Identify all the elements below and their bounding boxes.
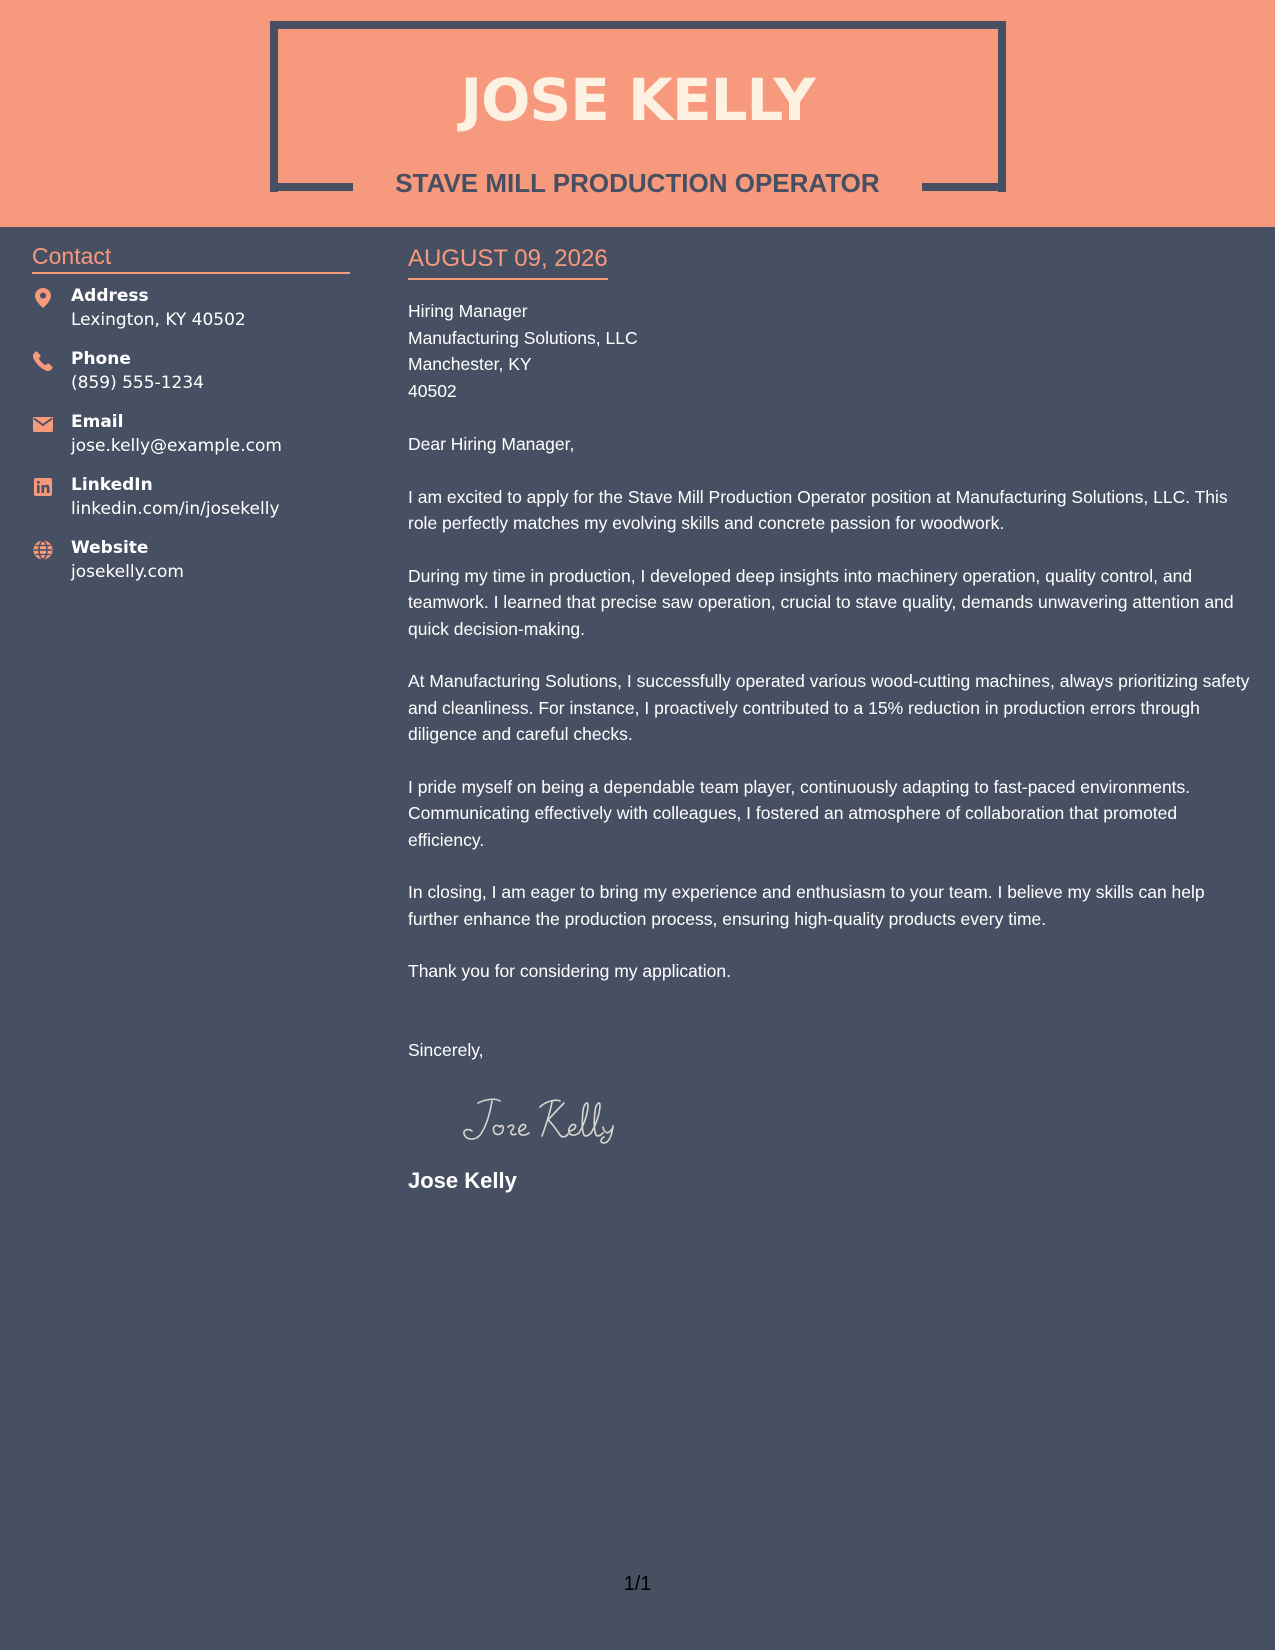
contact-value: (859) 555-1234 xyxy=(71,373,204,393)
recipient-line: Manufacturing Solutions, LLC xyxy=(408,327,638,348)
body-paragraph: I pride myself on being a dependable team player, continuously adapting to fast-paced environments. Communicating effectively with colleagues, I fostered an atmosphere of collaboration that promoted efficiency. xyxy=(408,776,1191,850)
header-banner xyxy=(0,0,1275,227)
recipient-line: Hiring Manager xyxy=(408,301,528,321)
contact-item-phone xyxy=(32,347,350,410)
globe-icon xyxy=(32,539,54,561)
body-paragraph: At Manufacturing Solutions, I successfully operated various wood-cutting machines, always prioritizing safety and cleanliness. For instance, I proactively contributed to a 15% reduction in production errors through diligence and careful checks. xyxy=(408,671,1250,744)
contact-value: jose.kelly@example.com xyxy=(71,436,282,456)
signer-name: Jose Kelly xyxy=(408,1168,517,1193)
recipient-line: 40502 xyxy=(408,380,457,401)
contact-item-linkedin xyxy=(32,473,350,536)
contact-label: Website xyxy=(71,538,149,558)
closing-thanks: Thank you for considering my application. xyxy=(408,961,731,981)
contact-label: Email xyxy=(71,412,124,432)
phone-icon xyxy=(32,350,54,372)
envelope-icon xyxy=(32,413,54,435)
applicant-name: JOSE KELLY xyxy=(460,66,815,134)
letter-date: AUGUST 09, 2026 xyxy=(408,242,608,280)
contact-label: Phone xyxy=(71,349,131,369)
greeting: Dear Hiring Manager, xyxy=(408,434,575,454)
recipient-block xyxy=(408,298,1254,404)
contact-value: Lexington, KY 40502 xyxy=(71,310,246,330)
contact-sidebar xyxy=(32,242,350,599)
signoff: Sincerely, xyxy=(408,1039,484,1060)
body-paragraph: I am excited to apply for the Stave Mill Production Operator position at Manufacturing Solutions, LLC. This role perfectly matches my evolving skills and concrete passion for woodwork. xyxy=(408,486,1228,533)
recipient-line: Manchester, KY xyxy=(408,354,532,374)
linkedin-icon xyxy=(32,476,54,498)
page-number: 1/1 xyxy=(623,1573,652,1595)
contact-item-email xyxy=(32,410,350,473)
letter-body xyxy=(408,242,1254,1195)
contact-label: LinkedIn xyxy=(71,475,153,495)
body-paragraph: In closing, I am eager to bring my experience and enthusiasm to your team. I believe my skills can help further enhance the production process, ensuring high-quality products every time. xyxy=(408,882,1205,929)
contact-list xyxy=(32,284,350,599)
body-paragraph: During my time in production, I developed deep insights into machinery operation, quality control, and teamwork. I learned that precise saw operation, crucial to stave quality, demands unwavering attention and quick decision-making. xyxy=(408,565,1234,639)
job-title: STAVE MILL PRODUCTION OPERATOR xyxy=(395,168,880,198)
contact-label: Address xyxy=(71,286,149,306)
contact-item-address xyxy=(32,284,350,347)
handwritten-signature xyxy=(456,1093,636,1145)
map-pin-icon xyxy=(32,287,54,309)
contact-item-website xyxy=(32,536,350,599)
contact-heading: Contact xyxy=(32,242,350,274)
contact-value: josekelly.com xyxy=(71,562,184,582)
contact-value: linkedin.com/in/josekelly xyxy=(71,499,280,519)
